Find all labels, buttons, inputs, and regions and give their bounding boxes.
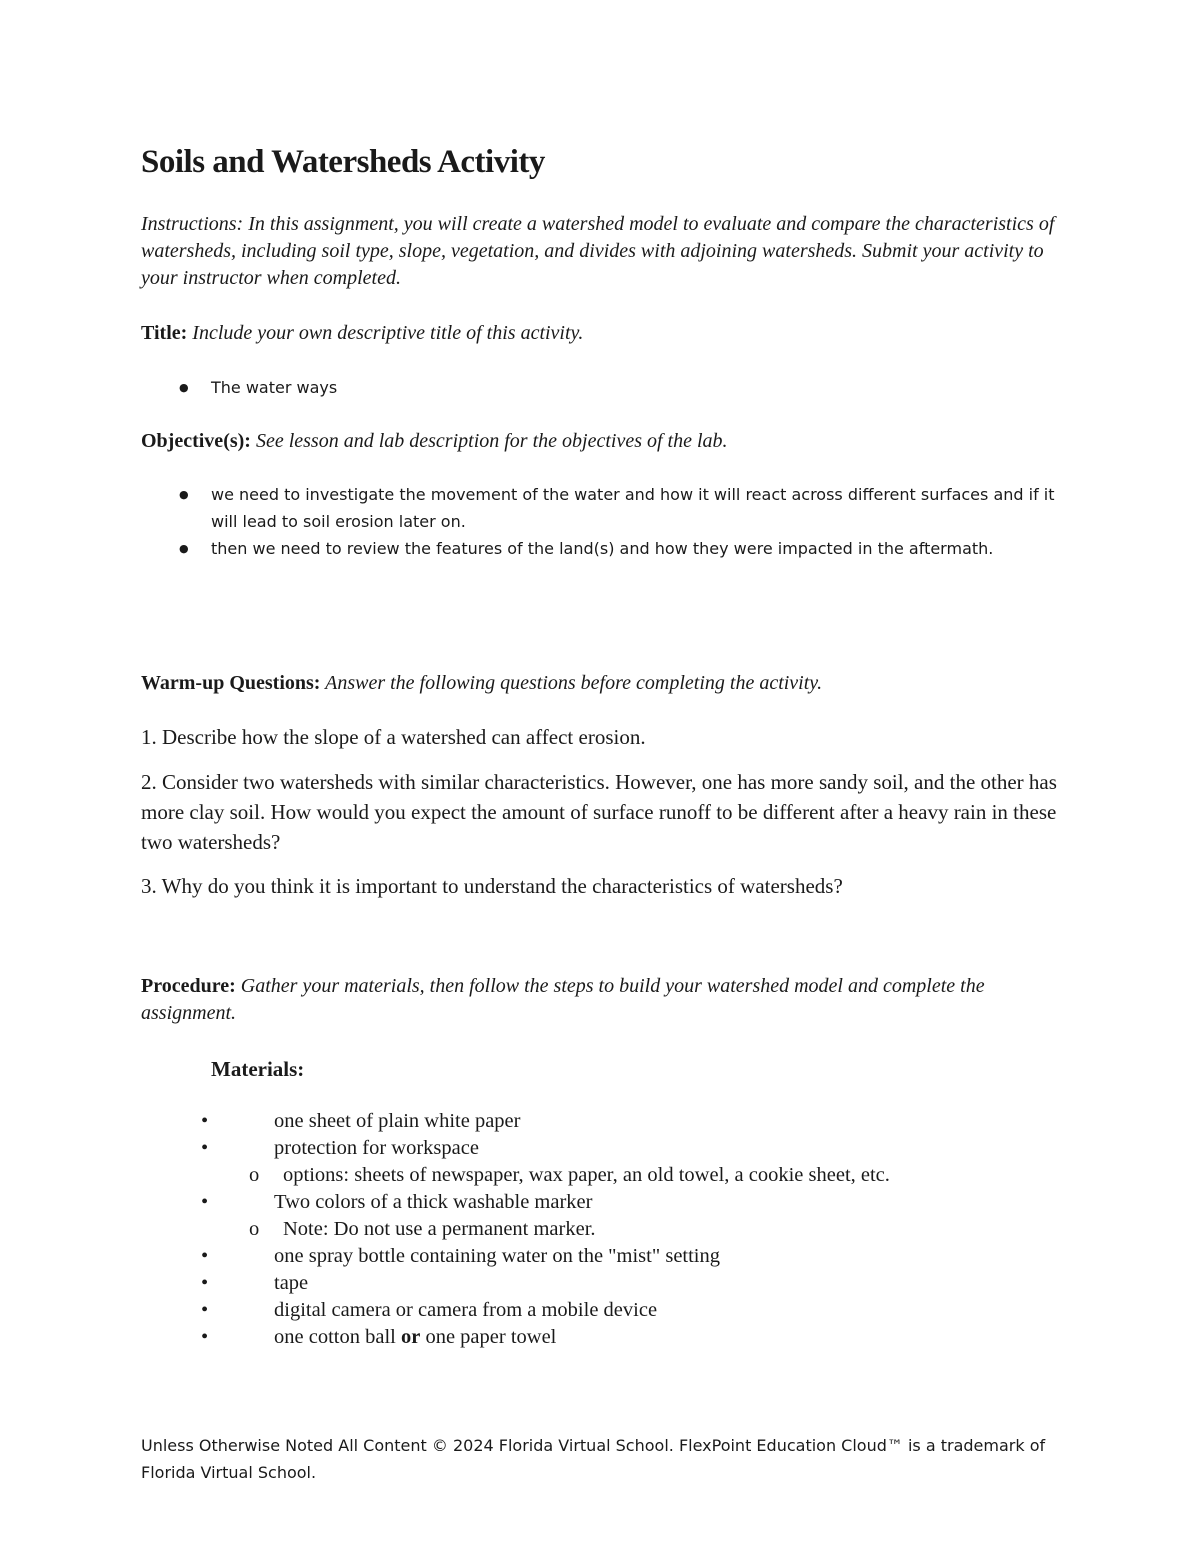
list-item: • one cotton ball or one paper towel — [201, 1326, 557, 1348]
list-item: • tape — [201, 1272, 309, 1294]
list-item: • one spray bottle containing water on the "mist" setting — [201, 1245, 721, 1267]
procedure-section — [141, 973, 1071, 1027]
objectives-section — [141, 428, 1071, 455]
question-1: 1. Describe how the slope of a watershed can affect erosion. — [141, 725, 646, 749]
objectives-instruction: See lesson and lab description for the objectives of the lab. — [250, 430, 728, 452]
footer-copyright: Unless Otherwise Noted All Content © 2024 Florida Virtual School. FlexPoint Education Cloud™ is a trademark of Florida Virtual School. — [141, 1436, 1046, 1482]
list-item: • digital camera or camera from a mobile device — [201, 1299, 658, 1321]
list-item: o Note: Do not use a permanent marker. — [249, 1218, 596, 1240]
question-3: 3. Why do you think it is important to understand the characteristics of watersheds? — [141, 874, 843, 898]
objectives-bullets — [141, 481, 1081, 562]
objectives-label: Objective(s): — [141, 430, 251, 452]
question-2: 2. Consider two watersheds with similar characteristics. However, one has more sandy soil, and the other has more clay soil. How would you expect the amount of surface runoff to be different after a heavy rain in these two watersheds? — [141, 770, 1057, 854]
list-item: o options: sheets of newspaper, wax paper, an old towel, a cookie sheet, etc. — [249, 1164, 890, 1186]
title-instruction: Include your own descriptive title of this activity. — [187, 322, 584, 344]
list-item: ● The water ways — [141, 374, 1081, 401]
page-title: Soils and Watersheds Activity — [141, 144, 545, 180]
procedure-instruction: Gather your materials, then follow the steps to build your watershed model and complete the assignment. — [141, 975, 985, 1024]
instructions-paragraph — [141, 211, 1071, 292]
instructions-label: Instructions: — [141, 213, 244, 235]
materials-list — [141, 1108, 1081, 1351]
title-section — [141, 320, 1071, 347]
warmup-label: Warm-up Questions: — [141, 672, 321, 694]
instructions-text: In this assignment, you will create a watershed model to evaluate and compare the characteristics of watersheds, including soil type, slope, vegetation, and divides with adjoining watersheds. Submit your activity to your instructor when completed. — [141, 213, 1055, 289]
list-item: • one sheet of plain white paper — [201, 1110, 521, 1132]
list-item: ● then we need to review the features of the land(s) and how they were impacted in the aftermath. — [141, 535, 1081, 562]
title-label: Title: — [141, 322, 188, 344]
warmup-instruction: Answer the following questions before completing the activity. — [320, 672, 823, 694]
warmup-section — [141, 670, 1071, 697]
procedure-label: Procedure: — [141, 975, 236, 997]
list-item: • protection for workspace — [201, 1137, 479, 1159]
title-bullets — [141, 374, 1081, 401]
materials-heading: Materials: — [211, 1057, 305, 1081]
list-item: ● we need to investigate the movement of the water and how it will react across different surfaces and if it will lead to soil erosion later on. — [141, 481, 1081, 535]
list-item: • Two colors of a thick washable marker — [201, 1191, 593, 1213]
